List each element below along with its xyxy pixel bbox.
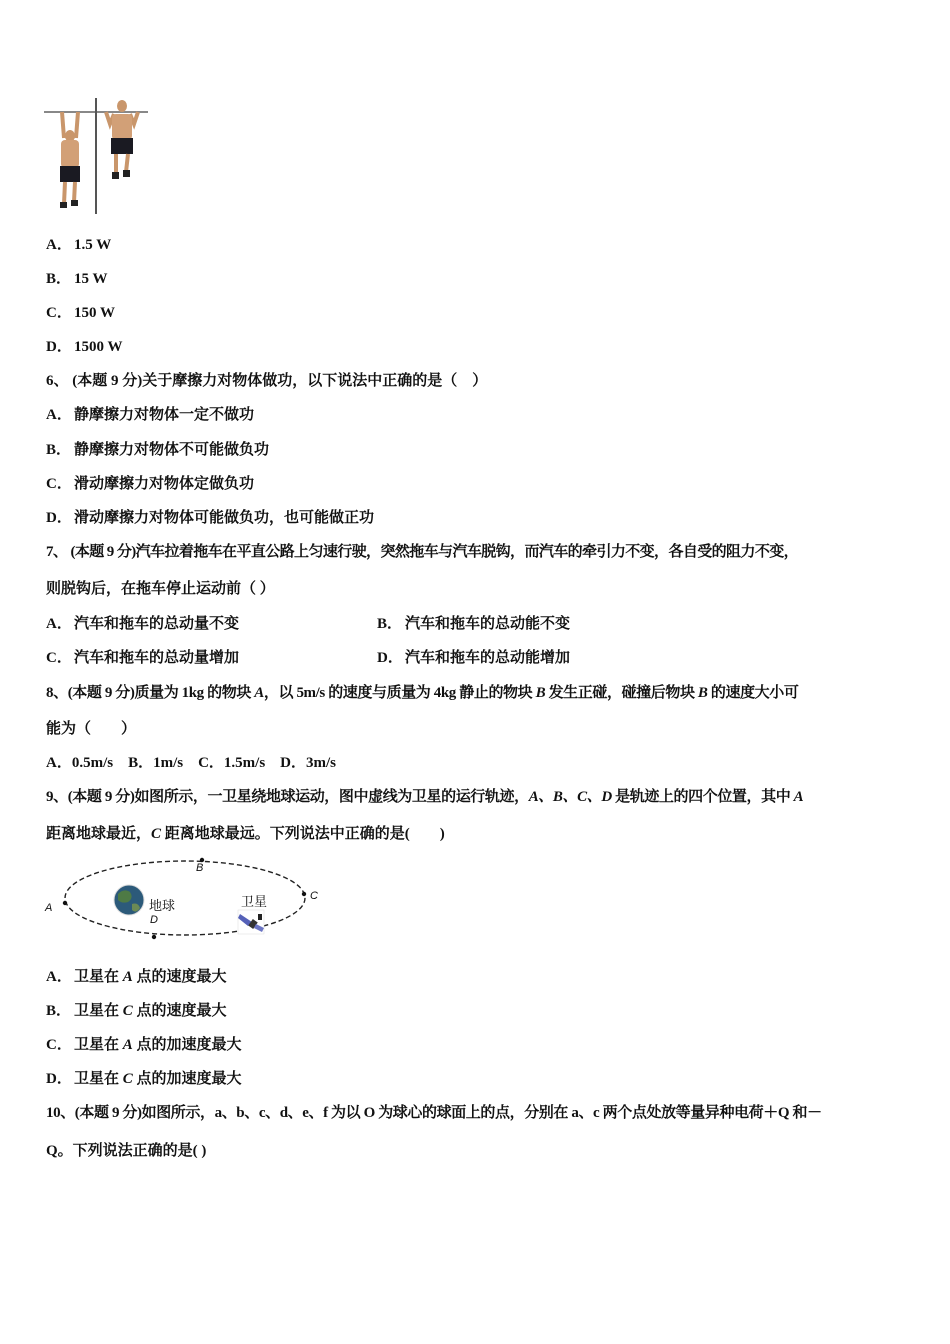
q7-option-a	[46, 616, 239, 632]
option-text: 点的加速度最大	[132, 1071, 242, 1087]
q7-stem-line1: 7、 (本题 9 分)汽车拉着拖车在平直公路上匀速行驶，突然拖车与汽车脱钩，而汽车的牵引力不变，各自受的阻力不变，	[46, 544, 799, 560]
q9-option-c	[46, 1035, 242, 1055]
option-label: B．	[46, 1003, 72, 1019]
option-text: 150 W	[74, 305, 115, 321]
option-label: D．	[46, 339, 72, 355]
q6-option-c	[46, 474, 254, 494]
q5-option-b	[46, 269, 107, 289]
q5-option-c	[46, 303, 115, 323]
option-text: 卫星在	[74, 969, 123, 985]
point-b-label: B	[196, 862, 204, 874]
q8-options: A．0.5m/s B．1m/s C．1.5m/s D．3m/s	[46, 755, 337, 771]
pull-up-figure	[44, 96, 148, 216]
option-label: D．	[46, 510, 72, 526]
stem-text: 发生正碰，碰撞后物块	[545, 685, 698, 701]
point-c-label: C	[310, 890, 318, 902]
q6-option-a	[46, 405, 254, 425]
stem-text: 9、(本题 9 分)如图所示，一卫星绕地球运动，图中虚线为卫星的运行轨迹，	[46, 789, 529, 805]
q9-option-a	[46, 967, 227, 987]
option-text: 卫星在	[74, 1003, 123, 1019]
point-label: C	[122, 1003, 133, 1019]
q7-options-row1	[46, 614, 906, 634]
option-text: 15 W	[74, 271, 108, 287]
q5-option-d	[46, 337, 122, 357]
stem-text: 距离地球最远。下列说法中正确的是( )	[161, 826, 445, 842]
point-label: C	[151, 826, 162, 842]
option-label: A．	[46, 407, 72, 423]
option-label: B．	[46, 442, 72, 458]
satellite-label: 卫星	[241, 894, 268, 909]
point-label: A	[122, 969, 133, 985]
stem-text: 距离地球最近，	[46, 826, 152, 842]
q10-stem-line1: 10、(本题 9 分)如图所示，a、b、c、d、e、f 为以 O 为球心的球面上的点，分别在 a、c 两个点处放等量异种电荷＋Q 和－	[46, 1105, 822, 1121]
q6-option-d	[46, 508, 374, 528]
option-label: B．	[377, 616, 403, 632]
option-label: C．	[46, 476, 72, 492]
option-text: 静摩擦力对物体不可能做负功	[74, 442, 270, 458]
option-text: 汽车和拖车的总动量增加	[74, 650, 240, 666]
point-d-label: D	[150, 914, 158, 926]
point-label: A	[793, 789, 804, 805]
point-label: B	[697, 685, 708, 701]
point-a-label: A	[45, 902, 53, 914]
hanging-man-icon	[60, 112, 80, 208]
option-text: 卫星在	[74, 1071, 123, 1087]
q9-option-b	[46, 1001, 227, 1021]
stem-text: 8、(本题 9 分)质量为 1kg 的物块	[46, 685, 255, 701]
earth-icon	[114, 885, 144, 915]
orbit-figure	[42, 852, 332, 944]
option-text: 卫星在	[74, 1037, 123, 1053]
stem-text: 的速度大小可	[707, 685, 799, 701]
option-label: C．	[46, 1037, 72, 1053]
option-text: 滑动摩擦力对物体可能做负功，也可能做正功	[74, 510, 375, 526]
option-text: 点的加速度最大	[132, 1037, 242, 1053]
point-label: B	[535, 685, 546, 701]
q9-stem-line1	[46, 787, 803, 807]
q8-stem-line1	[46, 683, 798, 703]
option-text: 汽车和拖车的总动量不变	[74, 616, 240, 632]
q7-option-b	[377, 614, 570, 634]
option-label: D．	[377, 650, 403, 666]
q9-stem-line2	[46, 824, 445, 844]
q8-stem-line2: 能为（ ）	[46, 721, 137, 737]
satellite-icon	[238, 910, 264, 934]
option-text: 1.5 W	[74, 237, 112, 253]
option-label: A．	[46, 237, 72, 253]
option-text: 汽车和拖车的总动能不变	[405, 616, 571, 632]
q5-option-a	[46, 235, 111, 255]
option-text: 静摩擦力对物体一定不做功	[74, 407, 255, 423]
option-text: 汽车和拖车的总动能增加	[405, 650, 571, 666]
earth-label: 地球	[149, 898, 176, 913]
q7-option-d	[377, 648, 570, 668]
q7-option-c	[46, 650, 239, 666]
point-label: A	[122, 1037, 133, 1053]
option-text: 滑动摩擦力对物体定做负功	[74, 476, 255, 492]
option-label: B．	[46, 271, 72, 287]
q6-stem: 6、 (本题 9 分)关于摩擦力对物体做功，以下说法中正确的是（ ）	[46, 373, 488, 389]
option-text: 点的速度最大	[132, 1003, 227, 1019]
stem-text: 是轨迹上的四个位置，其中	[611, 789, 794, 805]
q10-stem-line2: Q。下列说法正确的是( )	[46, 1143, 207, 1159]
option-text: 点的速度最大	[132, 969, 227, 985]
option-label: A．	[46, 616, 72, 632]
point-label: C	[122, 1071, 133, 1087]
q7-stem-line2: 则脱钩后，在拖车停止运动前（ ）	[46, 581, 275, 597]
option-label: A．	[46, 969, 72, 985]
stem-text: ，以 5m/s 的速度与质量为 4kg 静止的物块	[263, 685, 536, 701]
q7-options-row2	[46, 648, 906, 668]
option-label: C．	[46, 650, 72, 666]
point-labels: A、B、C、D	[528, 789, 612, 805]
option-label: D．	[46, 1071, 72, 1087]
option-text: 1500 W	[74, 339, 123, 355]
point-label: A	[254, 685, 264, 701]
q6-option-b	[46, 440, 269, 460]
q9-option-d	[46, 1069, 242, 1089]
option-label: C．	[46, 305, 72, 321]
